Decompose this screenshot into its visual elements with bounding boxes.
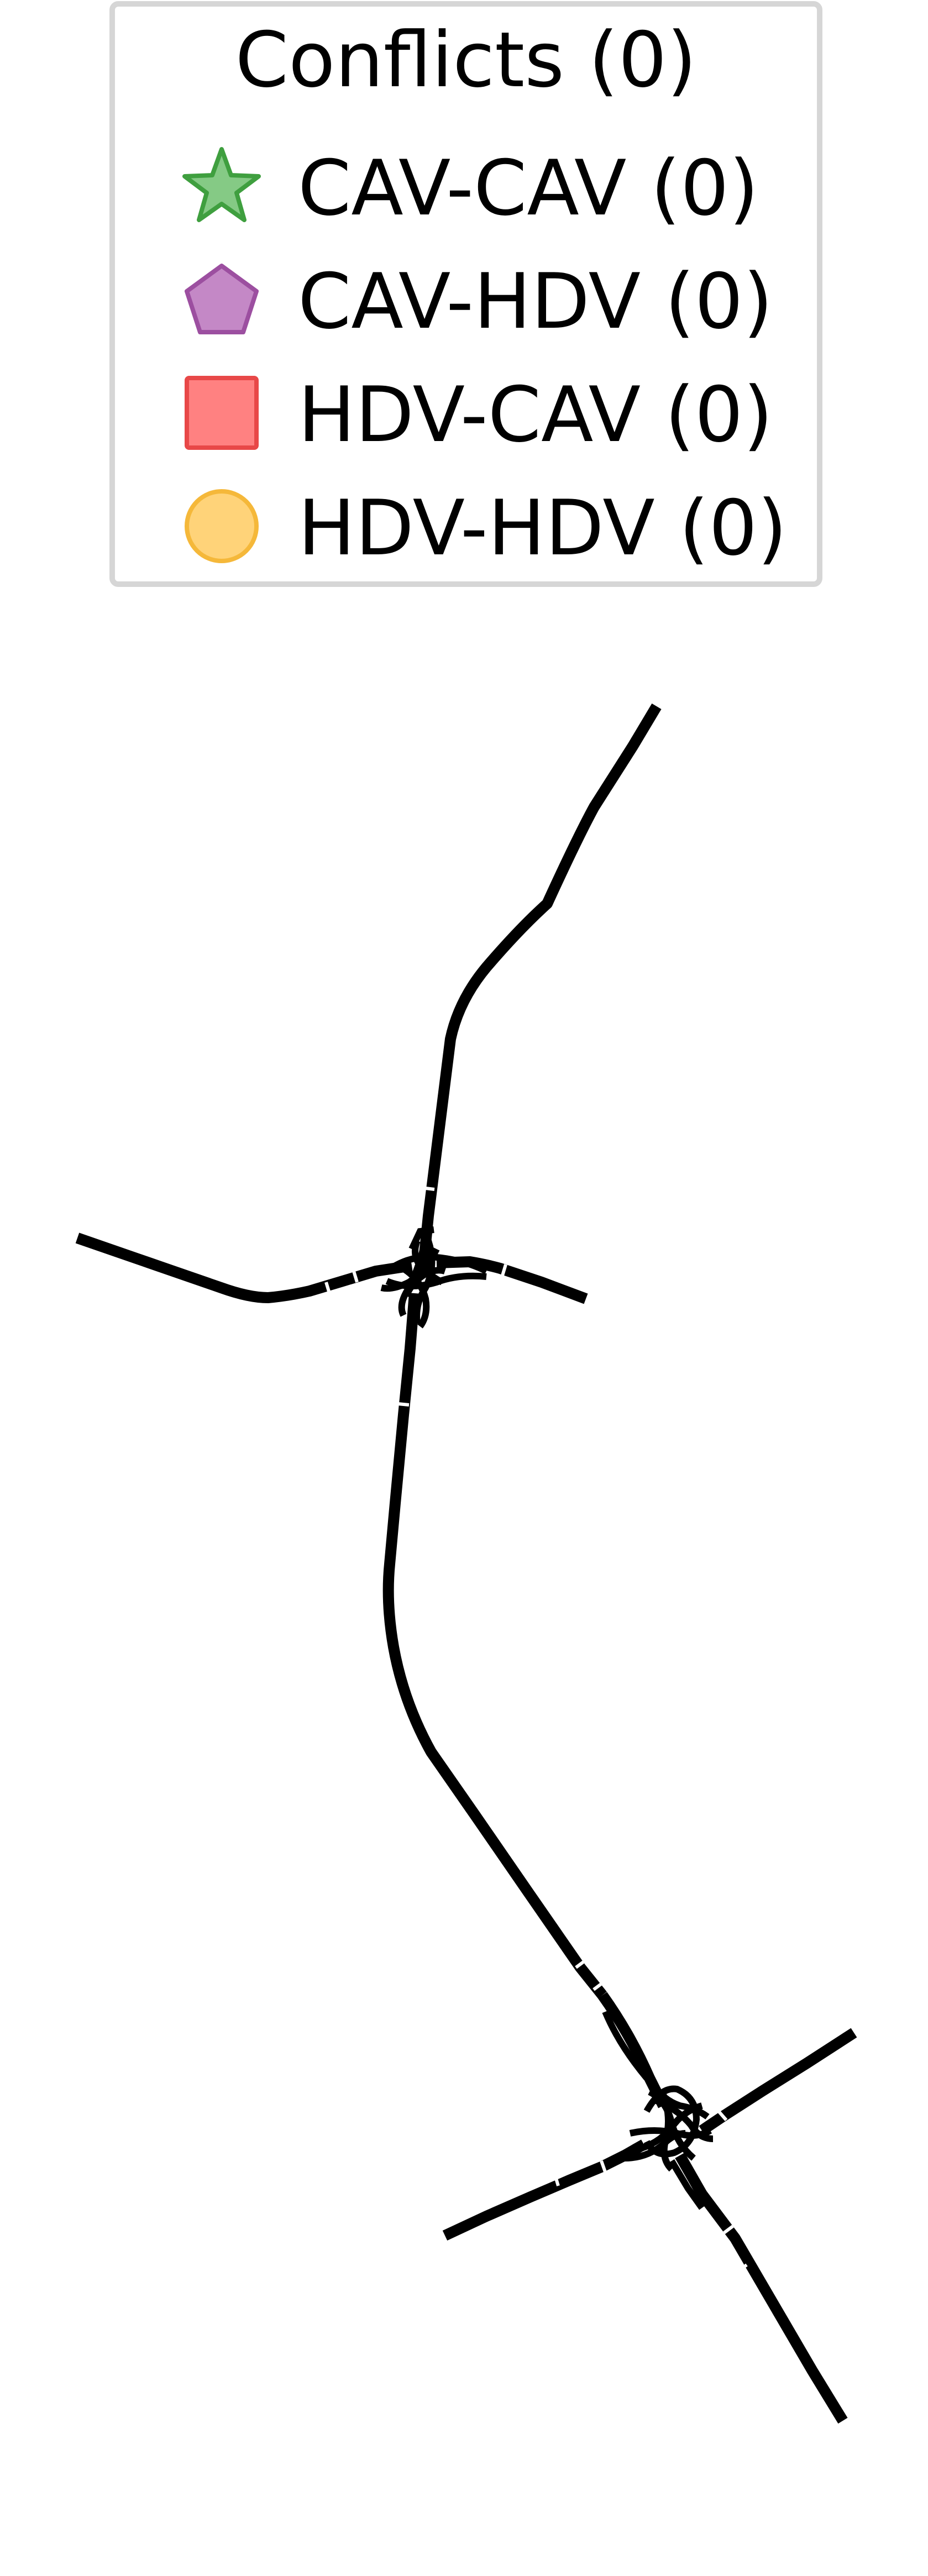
road-segment-south	[680, 2155, 843, 2421]
legend-label-hdv-hdv: HDV-HDV (0)	[298, 484, 788, 573]
legend-title: Conflicts (0)	[235, 15, 697, 104]
interchange-north	[381, 1230, 486, 1349]
road-segment-southwest	[445, 2144, 644, 2236]
road-segment-north	[423, 706, 657, 1271]
legend-label-cav-hdv: CAV-HDV (0)	[298, 257, 773, 346]
road-segment-east	[437, 1262, 586, 1299]
legend-label-hdv-cav: HDV-CAV (0)	[298, 370, 773, 459]
road-segment-west	[77, 1238, 412, 1298]
road-segment-central	[389, 1293, 602, 1995]
legend-label-cav-cav: CAV-CAV (0)	[298, 144, 759, 233]
